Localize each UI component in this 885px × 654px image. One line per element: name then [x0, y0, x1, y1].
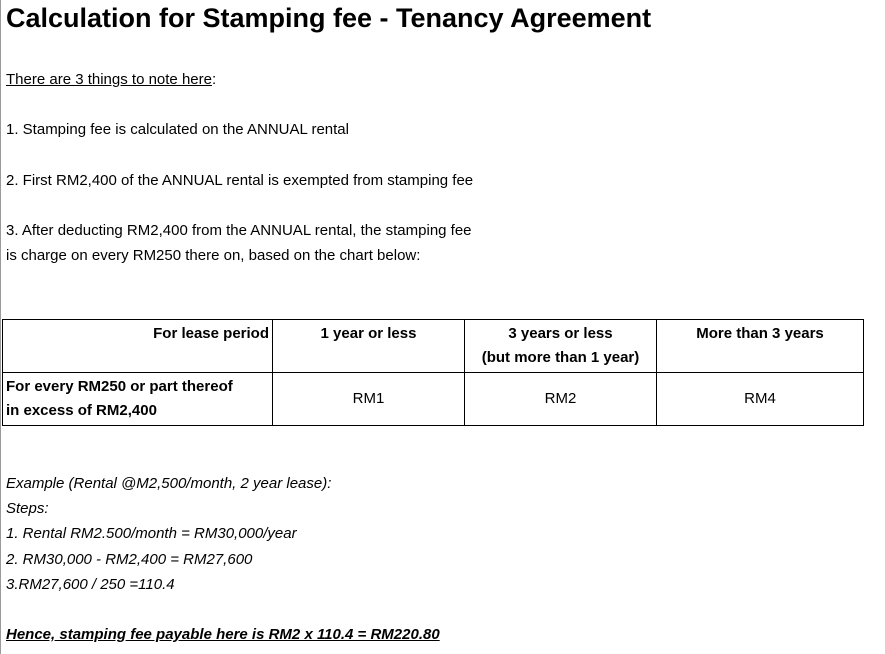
header-3-years-line-2: (but more than 1 year) — [481, 349, 640, 366]
header-lease-period: For lease period — [3, 320, 273, 373]
example-steps-label: Steps: — [6, 500, 49, 517]
fee-1-year-or-less: RM1 — [273, 373, 465, 426]
header-more-than-3-years: More than 3 years — [657, 320, 864, 373]
note-1: 1. Stamping fee is calculated on the ANNUAL rental — [6, 121, 349, 138]
note-3-line-1: 3. After deducting RM2,400 from the ANNUAL rental, the stamping fee — [6, 222, 472, 239]
row-label-line-1: For every RM250 or part thereof — [6, 378, 233, 395]
header-3-years-or-less — [465, 320, 657, 373]
fee-more-than-3-years: RM4 — [657, 373, 864, 426]
notes-heading-colon: : — [211, 71, 217, 88]
notes-heading-line — [6, 70, 216, 90]
fee-3-years-or-less: RM2 — [465, 373, 657, 426]
row-label-line-2: in excess of RM2,400 — [6, 402, 157, 419]
notes-heading: There are 3 things to note here — [6, 71, 212, 88]
note-3-line-2: is charge on every RM250 there on, based on the chart below: — [6, 247, 421, 264]
example-step-2: 2. RM30,000 - RM2,400 = RM27,600 — [6, 551, 253, 568]
example-step-1: 1. Rental RM2.500/month = RM30,000/year — [6, 525, 297, 542]
header-3-years-line-1: 3 years or less — [508, 325, 613, 342]
stamping-fee-table — [2, 319, 864, 426]
example-heading: Example (Rental @M2,500/month, 2 year lease): — [6, 475, 332, 492]
page-title: Calculation for Stamping fee - Tenancy Agreement — [6, 3, 652, 33]
example-conclusion: Hence, stamping fee payable here is RM2 x 110.4 = RM220.80 — [6, 626, 440, 643]
table-header-row — [3, 320, 864, 373]
header-1-year-or-less: 1 year or less — [273, 320, 465, 373]
page-left-border — [0, 0, 1, 654]
table-row — [3, 373, 864, 426]
row-label-rm250 — [3, 373, 273, 426]
note-2: 2. First RM2,400 of the ANNUAL rental is exempted from stamping fee — [6, 172, 474, 189]
example-step-3: 3.RM27,600 / 250 =110.4 — [6, 576, 175, 593]
